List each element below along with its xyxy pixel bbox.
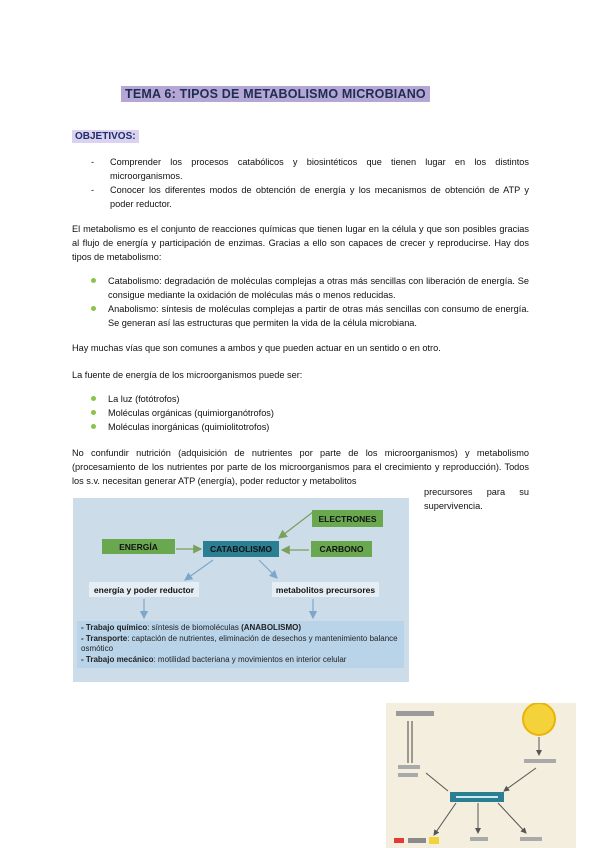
arrow-electrones	[279, 512, 313, 538]
atp-badge	[429, 837, 439, 844]
nutrition-paragraph-tail: precursores para su supervivencia.	[424, 487, 529, 511]
objective-text: Conocer los diferentes modos de obtención de energía y los mecanismos de obtención de ATP y poder reductor.	[110, 185, 529, 209]
energy-source-text: La luz (fotótrofos)	[108, 394, 180, 404]
use-desc: : síntesis de biomoléculas	[147, 623, 242, 632]
label-placeholder	[394, 838, 404, 843]
label-placeholder	[520, 837, 542, 841]
figure-drawing	[386, 703, 576, 848]
bullet-icon	[91, 306, 96, 311]
page-title: TEMA 6: TIPOS DE METABOLISMO MICROBIANO	[121, 86, 430, 102]
figure-arrow	[498, 803, 526, 833]
use-title: - Trabajo químico	[81, 623, 148, 632]
nutrition-paragraph: No confundir nutrición (adquisición de nutrientes por parte de los microorganismos) y metabolismo (procesamiento de los nutrientes por parte de los microorganismos para el crecimiento y reproducción). Todos los s.v. necesitan generar ATP (energía), poder reductor y metabolitos	[72, 448, 529, 486]
energia-poder-box: energía y poder reductor	[89, 582, 199, 597]
label-placeholder	[470, 837, 488, 841]
use-item	[81, 655, 400, 666]
dash-marker: -	[91, 185, 95, 195]
use-title: - Trabajo mecánico	[81, 654, 154, 664]
list-item	[91, 392, 529, 406]
label-placeholder	[398, 773, 418, 777]
arrow-to-metabolitos	[259, 560, 277, 578]
objectives-heading: OBJETIVOS:	[72, 130, 139, 143]
bullet-icon	[91, 424, 96, 429]
list-item	[91, 406, 529, 420]
energy-source-text: Moléculas orgánicas (quimiorganótrofos)	[108, 408, 274, 418]
list-item	[91, 302, 529, 330]
label-placeholder	[456, 796, 498, 798]
catabolism-diagram	[73, 498, 409, 682]
objectives-list	[91, 155, 529, 211]
objective-item	[91, 183, 529, 211]
label-placeholder	[408, 838, 426, 843]
dash-marker: -	[91, 157, 95, 167]
metabolism-figure	[386, 703, 576, 848]
use-item	[81, 634, 400, 655]
figure-arrow	[504, 768, 536, 791]
label-placeholder	[396, 711, 434, 716]
figure-arrow	[434, 803, 456, 835]
metabolitos-box: metabolitos precursores	[272, 582, 379, 597]
carbono-box: CARBONO	[311, 541, 372, 557]
objective-item	[91, 155, 529, 183]
bullet-icon	[91, 396, 96, 401]
sun-icon	[523, 703, 555, 735]
bullet-icon	[91, 410, 96, 415]
bullet-icon	[91, 278, 96, 283]
anabolismo-text: Anabolismo: síntesis de moléculas complejas a partir de otras más sencillas con consumo de energía. Se generan así las estructuras que permiten la vida de la célula microbiana.	[108, 304, 529, 328]
use-extra: (ANABOLISMO)	[241, 623, 302, 632]
use-desc: : motilidad bacteriana y movimientos en interior celular	[153, 654, 347, 664]
intro-paragraph: El metabolismo es el conjunto de reacciones químicas que tienen lugar en la célula y que son posibles gracias al flujo de energía y participación de enzimas. Gracias a ello son capaces de crecer y reproducirse. Hay dos tipos de metabolismo:	[72, 224, 529, 262]
uses-panel	[77, 621, 404, 668]
use-item	[81, 623, 400, 634]
catabolismo-box: CATABOLISMO	[203, 541, 279, 557]
use-title: - Transporte	[81, 633, 128, 643]
objective-text: Comprender los procesos catabólicos y biosintéticos que tienen lugar en los distintos microorganismos.	[110, 157, 529, 181]
energy-intro: La fuente de energía de los microorganismos puede ser:	[72, 370, 303, 380]
paths-note: Hay muchas vías que son comunes a ambos y que pueden actuar en un sentido o en otro.	[72, 343, 441, 353]
energy-source-text: Moléculas inorgánicas (quimiolitotrofos)	[108, 422, 270, 432]
arrow-to-energia-poder	[185, 560, 213, 580]
catabolismo-text: Catabolismo: degradación de moléculas complejas a otras más sencillas con liberación de energía. Se consigue mediante la oxidación de moléculas más o menos reducidas.	[108, 276, 529, 300]
list-item	[91, 420, 529, 434]
electrones-box: ELECTRONES	[312, 510, 383, 527]
use-desc: : captación de nutrientes, eliminación de desechos y mantenimiento balance osmótico	[81, 633, 398, 653]
list-item	[91, 274, 529, 302]
figure-arrow	[426, 773, 448, 791]
label-placeholder	[398, 765, 420, 769]
energy-sources-list	[91, 392, 529, 434]
metabolism-types-list	[91, 274, 529, 330]
label-placeholder	[524, 759, 556, 763]
energia-box: ENERGÍA	[102, 539, 175, 554]
